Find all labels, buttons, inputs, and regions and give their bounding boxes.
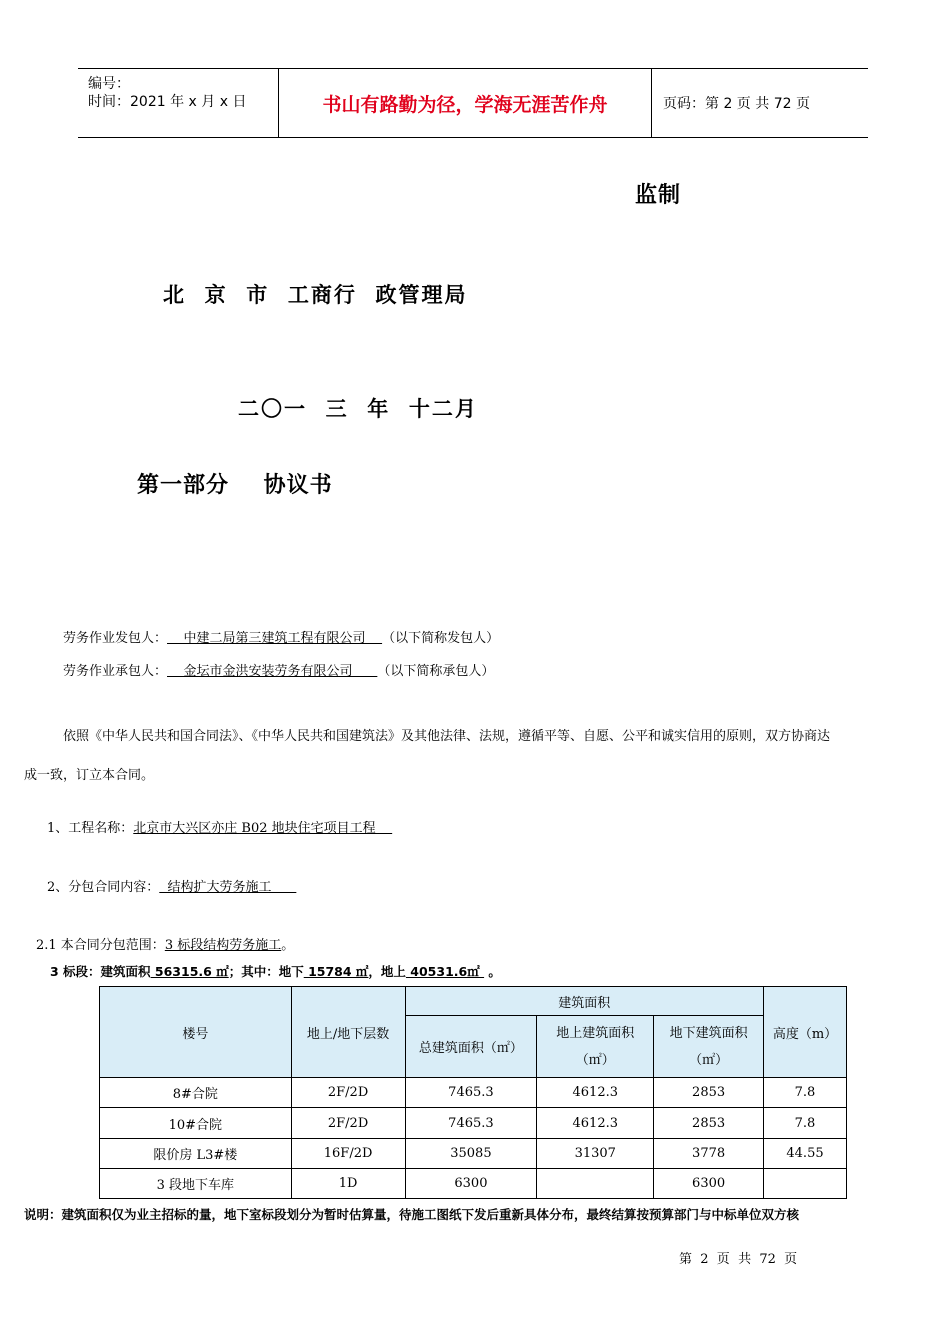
part-title: 第一部分 协议书: [137, 473, 333, 498]
clause-1: [47, 817, 392, 836]
clause-2-label: 2、分包合同内容：: [47, 880, 160, 895]
cell-above: 4612.3: [537, 1108, 654, 1139]
header-above-unit: （㎡）: [575, 1052, 615, 1068]
number-label: 编号：: [88, 76, 130, 92]
cell-building: 3 段地下车库: [100, 1169, 292, 1199]
contractor-note: （以下简称承包人）: [377, 664, 495, 679]
cell-building: 限价房 L3#楼: [100, 1139, 292, 1169]
table-row: [100, 1169, 847, 1199]
employer-label: 劳务作业发包人：: [63, 631, 168, 646]
header-building: 楼号: [100, 987, 292, 1078]
header-total: 总建筑面积（㎡）: [405, 1016, 537, 1078]
cell-building: 10#合院: [100, 1108, 292, 1139]
contractor-label: 劳务作业承包人：: [63, 664, 168, 679]
clause-3-under: 15784 ㎡: [303, 964, 369, 979]
header-area-group: 建筑面积: [405, 987, 764, 1016]
header-meta: [78, 69, 279, 137]
clause-2-value: 结构扩大劳务施工: [159, 880, 297, 895]
cell-above: 4612.3: [537, 1078, 654, 1108]
cell-height: 7.8: [764, 1078, 847, 1108]
header-under-unit: （㎡）: [689, 1052, 729, 1068]
table-row: [100, 1078, 847, 1108]
table-row: [100, 1108, 847, 1139]
intro-line-2: 成一致，订立本合同。: [24, 768, 155, 783]
clause-2-1-end: 。: [281, 938, 295, 953]
clause-3-total: 56315.6 ㎡: [150, 964, 229, 979]
clause-1-value: 北京市大兴区亦庄 B02 地块住宅项目工程: [133, 821, 393, 836]
cell-total: 7465.3: [405, 1078, 537, 1108]
clause-2-1: [36, 934, 294, 953]
clause-3: [50, 962, 501, 980]
intro-line-1: 依照《中华人民共和国合同法》、《中华人民共和国建筑法》及其他法律、法规，遵循平等、自愿、公平和诚实信用的原则，双方协商达: [63, 729, 831, 744]
header-under: [654, 1016, 764, 1078]
page-footer: 第 2 页 共 72 页: [679, 1252, 798, 1267]
header-above: [537, 1016, 654, 1078]
contractor-line: [63, 660, 494, 679]
cell-above: [537, 1169, 654, 1199]
page-header: [78, 68, 868, 138]
cell-under: 2853: [654, 1078, 764, 1108]
cell-above: 31307: [537, 1139, 654, 1169]
header-page-code: 页码：第 2 页 共 72 页: [663, 96, 810, 112]
cell-under: 6300: [654, 1169, 764, 1199]
clause-2-1-label: 2.1 本合同分包范围：: [36, 938, 165, 953]
supervised-label: 监制: [635, 183, 682, 208]
cell-under: 2853: [654, 1108, 764, 1139]
header-under-label: 地下建筑面积: [669, 1025, 748, 1041]
area-table: [99, 986, 847, 1199]
area-note: 说明：建筑面积仅为业主招标的量，地下室标段划分为暂时估算量，待施工图纸下发后重新具体分布，最终结算按预算部门与中标单位双方核: [24, 1207, 800, 1222]
cell-height: 44.55: [764, 1139, 847, 1169]
cell-height: [764, 1169, 847, 1199]
cover-date: 二〇一 三 年 十二月: [238, 397, 478, 421]
clause-2: [47, 876, 296, 895]
time-label: 时间：2021 年 x 月 x 日: [88, 94, 247, 110]
header-floors: 地上/地下层数: [291, 987, 405, 1078]
cell-floors: 16F/2D: [291, 1139, 405, 1169]
cell-floors: 2F/2D: [291, 1108, 405, 1139]
cell-building: 8#合院: [100, 1078, 292, 1108]
employer-name: 中建二局第三建筑工程有限公司: [167, 631, 383, 646]
clause-1-label: 1、工程名称：: [47, 821, 134, 836]
cell-floors: 1D: [291, 1169, 405, 1199]
authority-name: 北 京 市 工商行 政管理局: [163, 283, 468, 307]
header-height: 高度（m）: [764, 987, 847, 1078]
employer-note: （以下简称发包人）: [382, 631, 500, 646]
table-row: [100, 1139, 847, 1169]
cell-floors: 2F/2D: [291, 1078, 405, 1108]
cell-total: 7465.3: [405, 1108, 537, 1139]
clause-3-end: 。: [484, 964, 501, 979]
header-motto: 书山有路勤为径，学海无涯苦作舟: [279, 69, 652, 137]
employer-line: [63, 627, 499, 646]
header-above-label: 地上建筑面积: [556, 1025, 635, 1041]
clause-3-prefix: 3 标段：建筑面积: [50, 964, 151, 979]
cell-under: 3778: [654, 1139, 764, 1169]
cell-height: 7.8: [764, 1108, 847, 1139]
cell-total: 35085: [405, 1139, 537, 1169]
contractor-name: 金坛市金洪安装劳务有限公司: [167, 664, 378, 679]
clause-2-1-value: 3 标段结构劳务施工: [164, 938, 282, 953]
clause-3-mid: ；其中：地下: [228, 964, 304, 979]
clause-3-above: 40531.6㎡: [405, 964, 485, 979]
cell-total: 6300: [405, 1169, 537, 1199]
clause-3-mid2: ，地上: [368, 964, 406, 979]
